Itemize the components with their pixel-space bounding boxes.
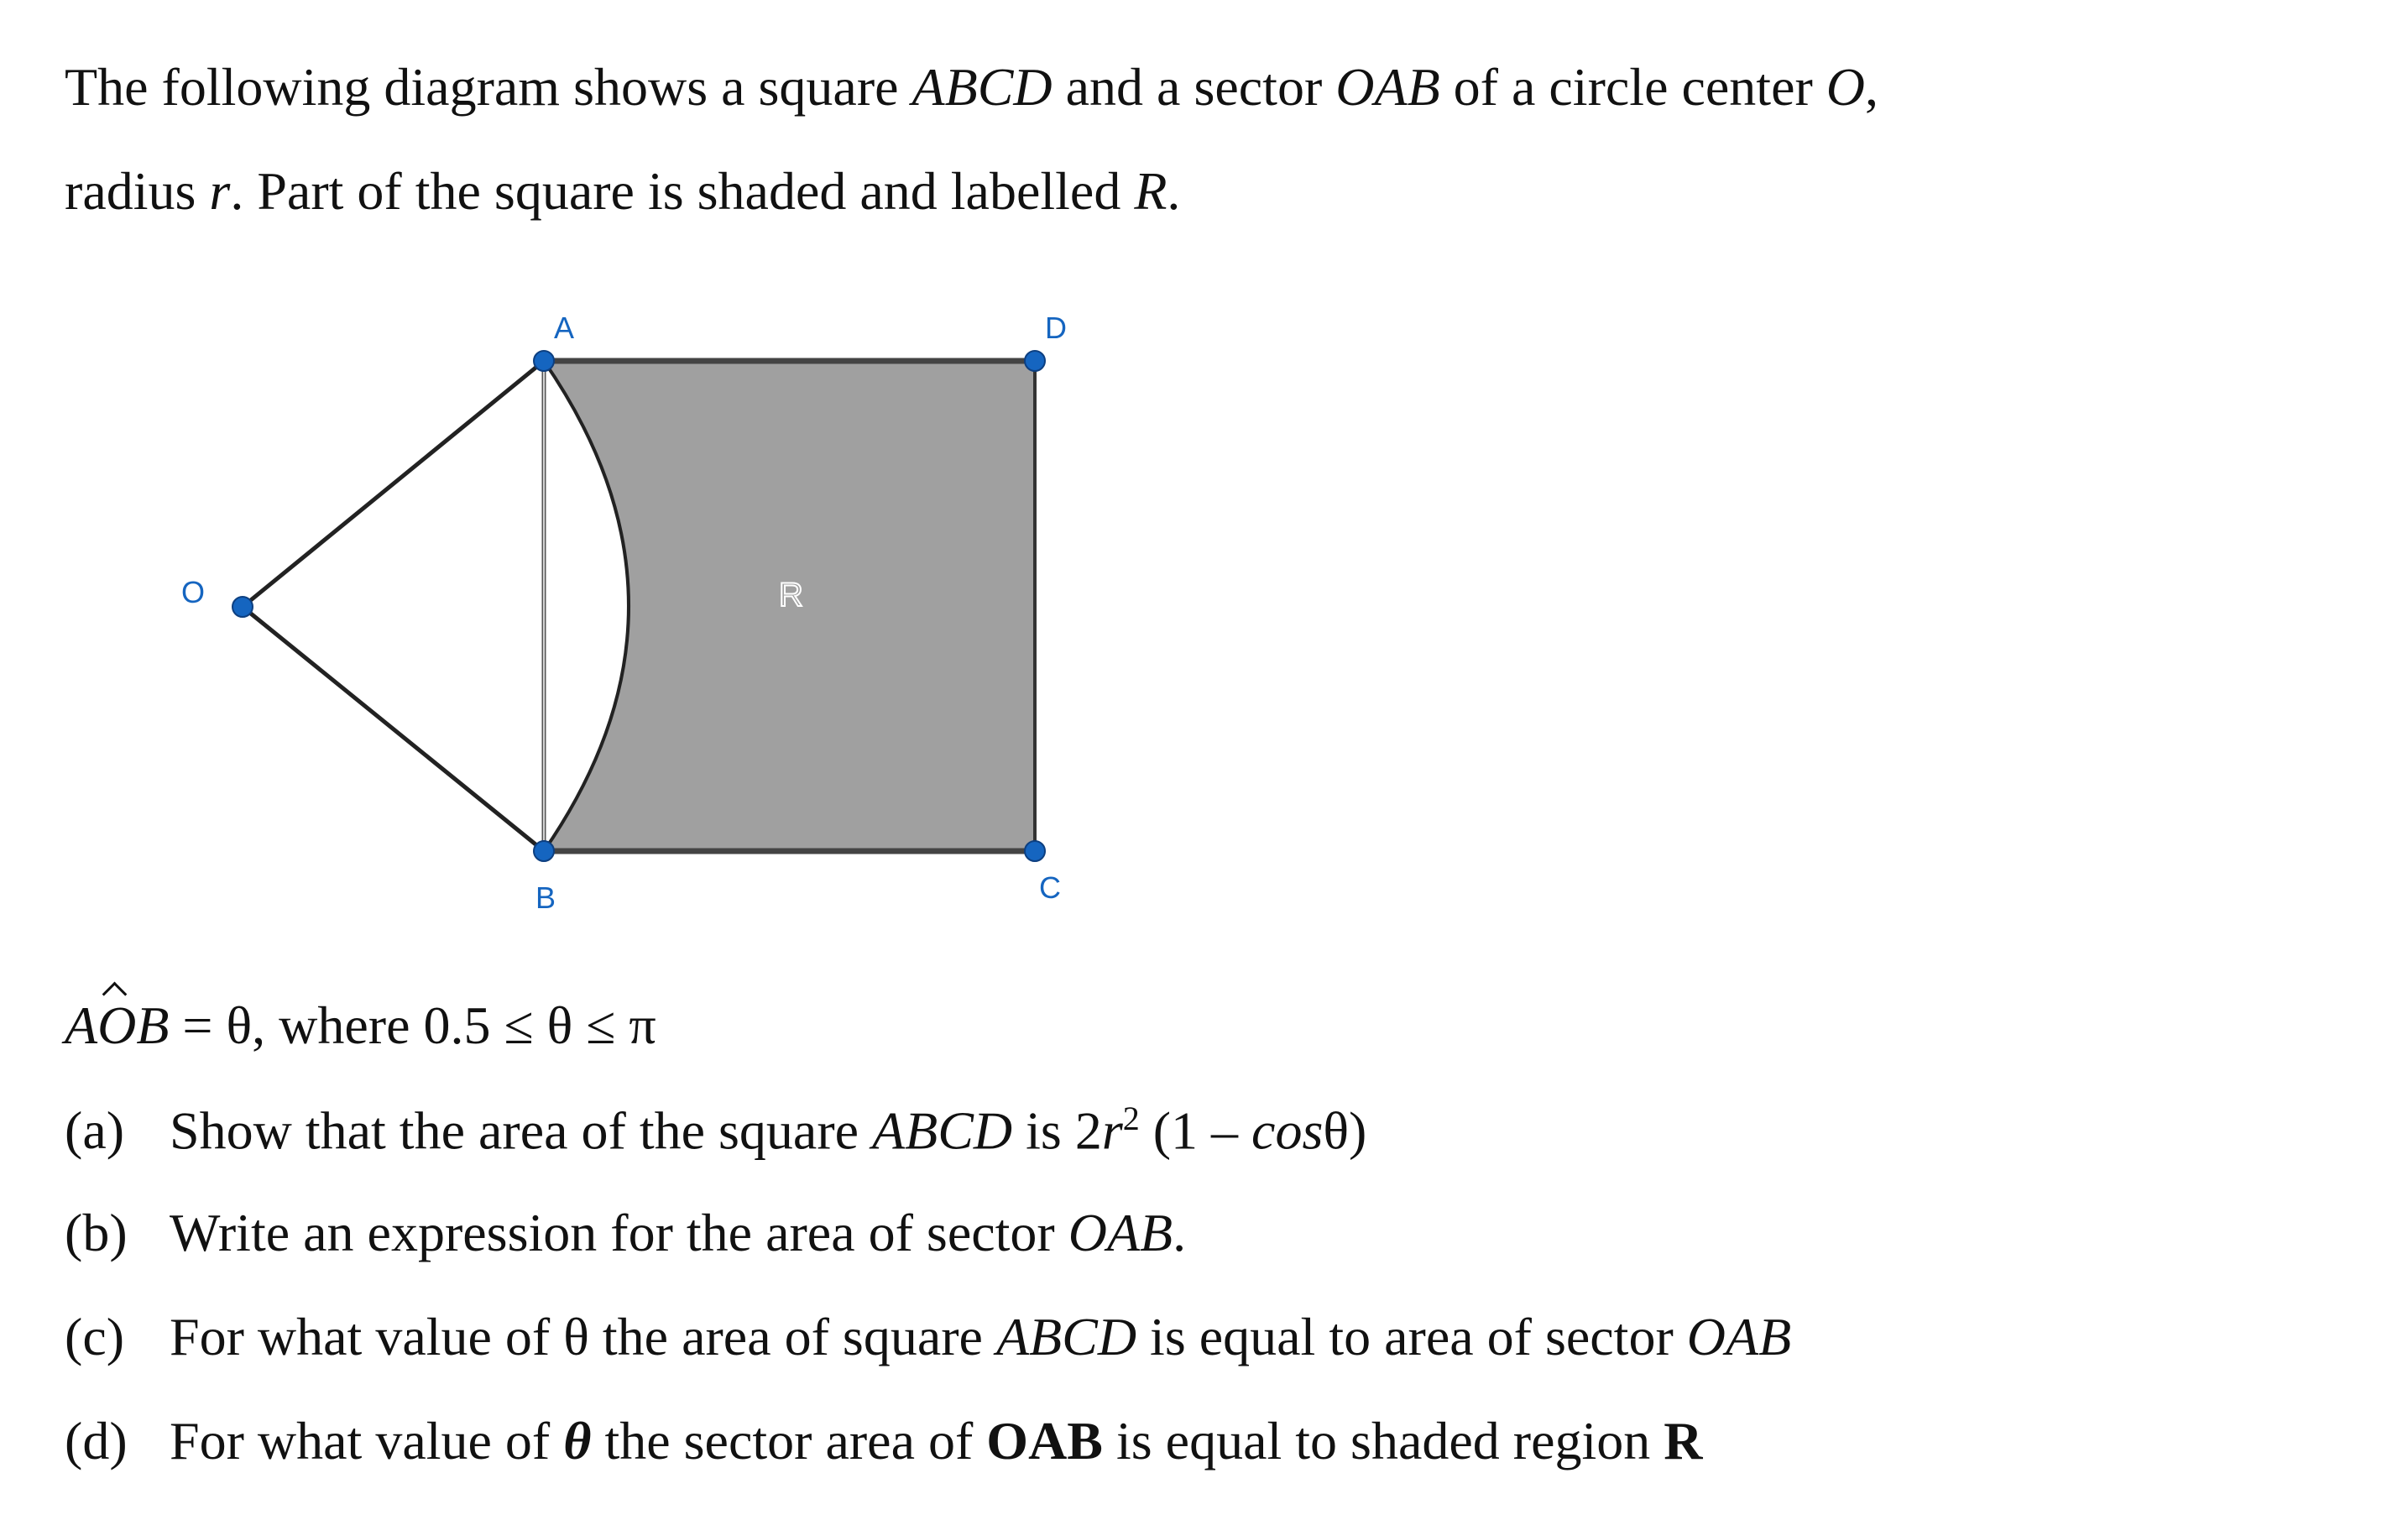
math-r: r [1101, 1100, 1123, 1161]
math-r: r [209, 161, 231, 221]
question-b [65, 1203, 1187, 1262]
text: radius [65, 161, 210, 221]
radius-oa [243, 361, 544, 607]
label-c: C [1039, 870, 1061, 905]
text: . [1167, 161, 1181, 221]
math-o: O [1826, 57, 1865, 117]
radius-ob [243, 607, 544, 851]
question-c [65, 1307, 1792, 1366]
math-abcd: ABCD [911, 57, 1053, 117]
label-a: A [554, 311, 575, 345]
math-abcd: ABCD [995, 1307, 1137, 1366]
math-theta: θ [563, 1411, 592, 1471]
point-a [534, 351, 554, 371]
text: is 2 [1012, 1100, 1102, 1161]
question-d [65, 1411, 1703, 1471]
oab-bold: OAB [986, 1411, 1103, 1471]
exponent: 2 [1122, 1100, 1140, 1137]
text: (1 – [1139, 1100, 1252, 1161]
text: Write an expression for the area of sector [170, 1203, 1068, 1262]
math-b: B [136, 995, 170, 1055]
text: . Part of the square is shaded and labelled [230, 161, 1135, 221]
math-a: A [65, 995, 98, 1055]
question-label: (c) [65, 1307, 125, 1366]
math-oab: OAB [1335, 57, 1440, 117]
question-a [65, 1100, 1367, 1161]
math-oab: OAB [1686, 1307, 1792, 1366]
question-label: (d) [65, 1411, 128, 1471]
text: The following diagram shows a square [65, 57, 912, 117]
label-region-r: R [779, 577, 803, 614]
text: of a circle center [1439, 57, 1826, 117]
math-cos: cos [1251, 1100, 1324, 1161]
math-abcd: ABCD [872, 1100, 1013, 1161]
label-d: D [1045, 311, 1067, 345]
text: , [1865, 57, 1878, 117]
text: is equal to area of sector [1136, 1307, 1687, 1366]
angle-condition [65, 995, 656, 1055]
math-o-hat: O [97, 995, 137, 1055]
label-b: B [535, 880, 556, 915]
point-d [1025, 351, 1045, 371]
point-b [534, 841, 554, 861]
text: For what value of [170, 1411, 564, 1471]
r-bold: R [1664, 1411, 1703, 1471]
condition-text: = θ, where 0.5 ≤ θ ≤ π [169, 995, 656, 1055]
text: and a sector [1052, 57, 1336, 117]
text: θ) [1323, 1100, 1367, 1161]
label-o: O [181, 575, 206, 609]
math-R: R [1134, 161, 1167, 221]
question-label: (a) [65, 1100, 125, 1161]
text: is equal to shaded region [1102, 1411, 1664, 1471]
question-label: (b) [65, 1203, 128, 1262]
text: For what value of θ the area of square [170, 1307, 996, 1366]
math-oab: OAB [1068, 1203, 1173, 1262]
point-o [232, 597, 253, 617]
text: . [1173, 1203, 1187, 1262]
text: the sector area of [591, 1411, 987, 1471]
text: Show that the area of the square [170, 1100, 873, 1161]
point-c [1025, 841, 1045, 861]
